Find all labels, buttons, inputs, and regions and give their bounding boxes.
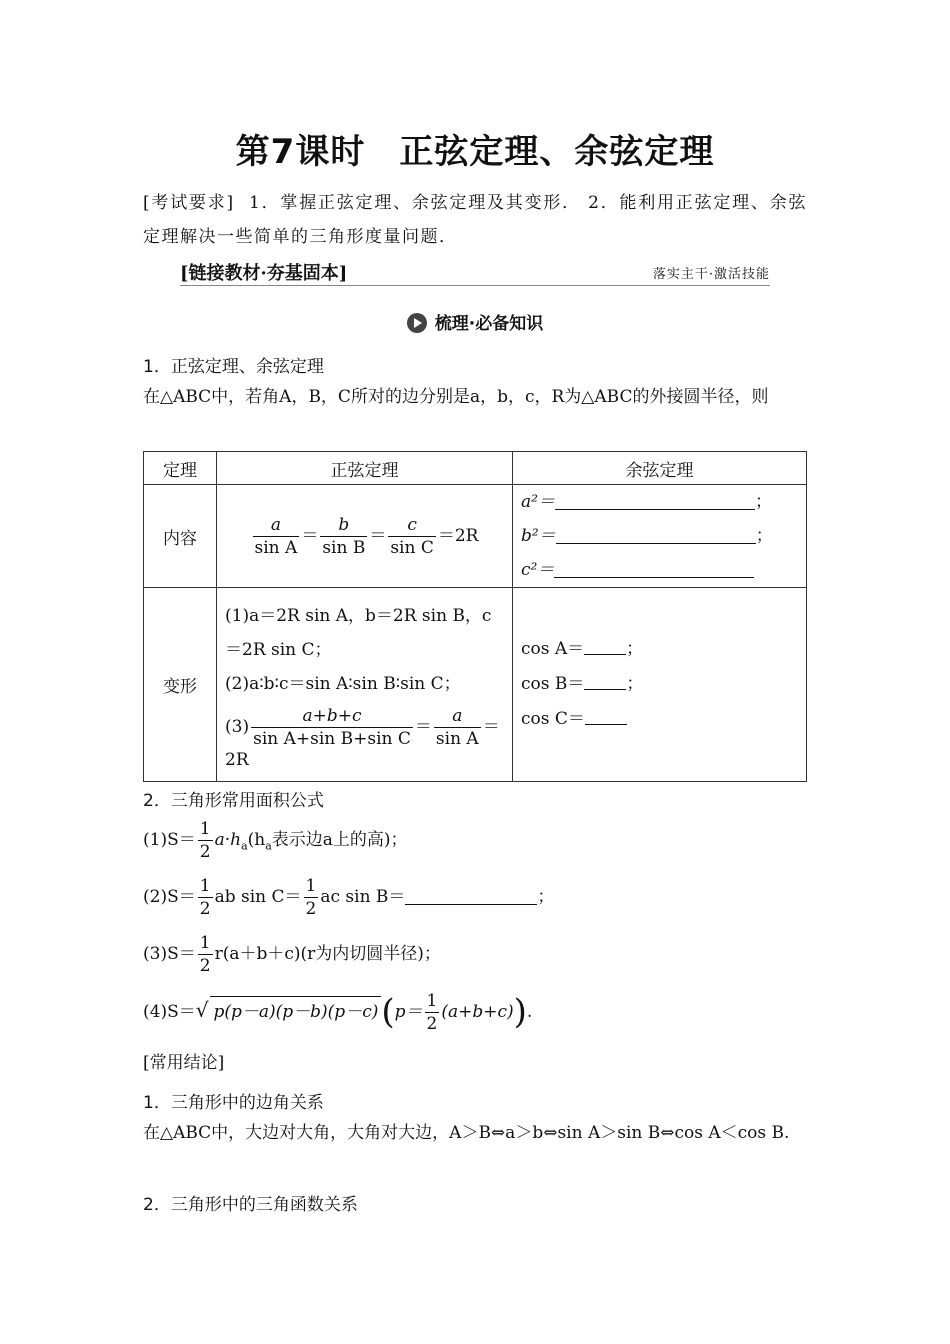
section1-heading: 1．正弦定理、余弦定理 [143, 357, 324, 377]
paren-open: ( [381, 992, 395, 1032]
theorem-table [143, 451, 807, 782]
sub-heading-text: 梳理·必备知识 [434, 314, 544, 334]
sine-variant-1: (1)a＝2R sin A，b＝2R sin B，c＝2R sin C； [225, 606, 492, 660]
requirement-text: 1．掌握正弦定理、余弦定理及其变形． 2．能利用正弦定理、余弦定理解决一些简单的三角形度量问题． [143, 193, 807, 247]
sine-variant-2: (2)a∶b∶c＝sin A∶sin B∶sin C； [225, 674, 461, 694]
area-formula-1 [143, 818, 408, 863]
cos-b2: b²＝ [521, 526, 556, 546]
fraction [320, 514, 367, 559]
row-label-content: 内容 [144, 485, 217, 588]
variant-prefix: (3) [225, 717, 250, 737]
denominator: 2 [305, 899, 317, 919]
conclusion-1-text: 在△ABC中，大边对大角，大角对大边，A＞B⇔a＞b⇔sin A＞sin B⇔cos A＜cos B. [143, 1123, 790, 1143]
numerator: 1 [199, 933, 211, 953]
numerator: c [388, 514, 436, 537]
formula-text: 表示边a上的高)； [271, 830, 408, 850]
denominator: sin A [254, 537, 298, 558]
section-bar-title: [链接教材·夯基固本] [180, 263, 348, 284]
lesson-number: 第7课时 [235, 132, 366, 172]
numerator: 1 [199, 819, 211, 839]
formula-prefix: (2)S＝ [143, 887, 196, 907]
denominator: 2 [199, 899, 211, 919]
numerator: b [320, 514, 367, 537]
conclusion-2-heading: 2．三角形中的三角函数关系 [143, 1195, 358, 1215]
blank [585, 710, 627, 725]
fraction [388, 514, 436, 559]
formula-end: . [526, 1002, 533, 1022]
area-formula-2: (2)S＝ $\frac{1}{2}$ ab sin C＝ $\frac{1}{2}$ ac sin B＝ ； [143, 876, 555, 919]
sqrt-sign: √ [195, 998, 209, 1022]
formula-text: a·h [214, 830, 242, 850]
formula-text: r(a＋b＋c)(r为内切圆半径)； [214, 944, 441, 964]
blank [405, 886, 537, 905]
blank [555, 491, 755, 510]
blank [556, 525, 756, 544]
denominator: sin C [390, 537, 434, 558]
cos-var-line [521, 702, 806, 737]
formula-text: ac sin B＝ [320, 887, 406, 907]
sine-variant-3: (3) $\frac{a+b+c}{\text{sin A+sin B+sin C}}$ ＝ $\frac{a}{\text{sin A}}$ ＝2R [225, 706, 500, 770]
fraction [425, 990, 440, 1035]
subscript: a [265, 839, 272, 853]
numerator: a [434, 705, 481, 728]
cos-var-line: cos A＝ ； [521, 639, 644, 659]
table-header-theorem: 定理 [144, 452, 217, 485]
blank [584, 675, 626, 690]
section-bar [180, 259, 770, 286]
denominator: 2 [199, 956, 211, 976]
cos-line: b²＝ ； [521, 526, 773, 546]
fraction [434, 705, 481, 750]
section2-heading: 2．三角形常用面积公式 [143, 791, 324, 811]
area-formula-4 [143, 990, 532, 1035]
cos-b-eq: cos B＝ [521, 674, 585, 694]
cos-a2: a²＝ [521, 492, 555, 512]
page-title [0, 124, 950, 173]
equals-2r: ＝2R [437, 525, 479, 546]
formula-text: (a+b+c) [441, 1002, 514, 1022]
sqrt-body [210, 996, 381, 1022]
lesson-topic: 正弦定理、余弦定理 [399, 132, 715, 172]
common-conclusions-tag: [常用结论] [143, 1053, 225, 1073]
numerator: 1 [305, 876, 317, 896]
sine-law-content: $\frac{a}{\text{sin A}}$ ＝ $\frac{b}{\text{sin B}}$ ＝ $\frac{c}{\text{sin C}}$ ＝2R [217, 485, 513, 588]
exam-requirement [143, 186, 807, 254]
denominator: 2 [426, 1014, 438, 1034]
play-icon [407, 313, 427, 333]
denominator: sin A+sin B+sin C [253, 729, 411, 749]
blank [584, 640, 626, 655]
requirement-tag: [考试要求] [143, 193, 235, 213]
formula-prefix: (4)S＝ [143, 1002, 196, 1022]
fraction [198, 875, 213, 920]
formula-prefix: (3)S＝ [143, 944, 196, 964]
formula-text: p＝ [394, 1002, 423, 1022]
fraction [253, 514, 300, 559]
formula-text: (h [247, 830, 266, 850]
fraction [198, 932, 213, 977]
cosine-law-content [513, 485, 807, 588]
cos-c2: c²＝ [521, 560, 555, 580]
denominator: sin A [435, 729, 479, 749]
denominator: 2 [199, 842, 211, 862]
section-bar-subtitle: 落实主干·激活技能 [652, 267, 770, 282]
cos-c-eq: cos C＝ [521, 709, 585, 729]
cosine-law-variants [513, 588, 807, 782]
formula-text: ab sin C＝ [214, 887, 302, 907]
sine-law-variants [217, 588, 513, 782]
cos-a-eq: cos A＝ [521, 639, 585, 659]
formula-text: p(p－a)(p－b)(p－c) [213, 1002, 379, 1022]
subscript: a [241, 839, 248, 853]
denominator: sin B [322, 537, 366, 558]
cos-var-line: cos B＝ ； [521, 674, 644, 694]
table-header-sine: 正弦定理 [217, 452, 513, 485]
row-label-variants: 变形 [144, 588, 217, 782]
formula-prefix: (1)S＝ [143, 830, 196, 850]
equals-2r: ＝2R [225, 717, 500, 770]
numerator: a+b+c [251, 705, 413, 728]
fraction [304, 875, 319, 920]
blank [554, 559, 754, 578]
sub-heading [0, 309, 950, 334]
area-formula-3 [143, 932, 441, 977]
conclusion-1-heading: 1．三角形中的边角关系 [143, 1093, 324, 1113]
fraction [251, 705, 413, 750]
numerator: a [253, 514, 300, 537]
cos-line [521, 553, 806, 587]
paren-close: ) [513, 992, 527, 1032]
table-header-cosine: 余弦定理 [513, 452, 807, 485]
numerator: 1 [426, 991, 438, 1011]
fraction [198, 818, 213, 863]
cos-line: a²＝ ； [521, 492, 772, 512]
numerator: 1 [199, 876, 211, 896]
section1-intro: 在△ABC中，若角A，B，C所对的边分别是a，b，c，R为△ABC的外接圆半径，则 [143, 387, 769, 407]
